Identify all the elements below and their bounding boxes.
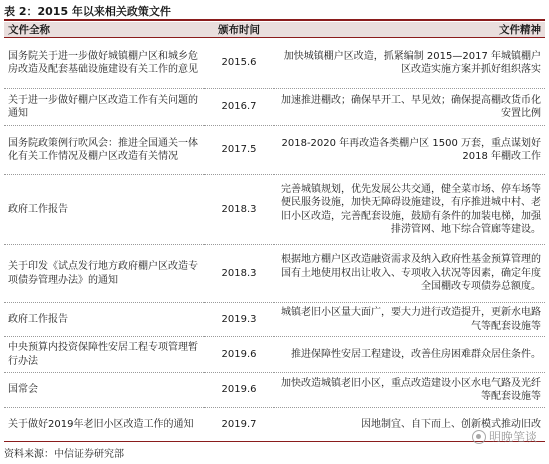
table-header-row: [4, 22, 545, 38]
doc-name-cell: 政府工作报告: [4, 175, 204, 245]
doc-name-cell: 关于印发《试点发行地方政府棚户区改造专项债券管理办法》的通知: [4, 245, 204, 303]
doc-name-cell: 政府工作报告: [4, 303, 204, 337]
issue-date-cell: 2018.3: [204, 175, 274, 245]
doc-name-cell: 国常会: [4, 373, 204, 408]
doc-spirit-cell: 推进保障性安居工程建设，改善住房困难群众居住条件。: [274, 337, 545, 373]
doc-spirit-cell: 根据地方棚户区改造融资需求及纳入政府性基金预算管理的国有土地使用权出让收入、专项收入状况等因素，确定年度全国棚改专项债券总额度。: [274, 245, 545, 303]
table-row: [4, 38, 545, 89]
watermark: [472, 428, 537, 445]
table-row: [4, 337, 545, 373]
table-row: [4, 303, 545, 337]
source-note: 资料来源：中信证券研究部: [4, 449, 124, 460]
table-row: [4, 89, 545, 126]
doc-name-cell: 国务院关于进一步做好城镇棚户区和城乡危房改造及配套基础设施建设有关工作的意见: [4, 38, 204, 89]
table-row: [4, 373, 545, 408]
doc-spirit-cell: 因地制宜、自下而上、创新模式推动旧改: [361, 418, 541, 430]
top-rule: [4, 19, 545, 21]
doc-spirit-cell: 完善城镇规划，优先发展公共交通，健全菜市场、停车场等便民服务设施，加快无障碍设施建设，有序推进城中村、老旧小区改造，完善配套设施，鼓励有条件的加装电梯，加强排涝管网、地下综合管廊等建设。: [274, 175, 545, 245]
bottom-rule: [4, 441, 545, 442]
issue-date-cell: 2016.7: [204, 89, 274, 126]
issue-date-cell: 2017.5: [204, 126, 274, 175]
wechat-logo-icon: [472, 430, 486, 444]
doc-spirit-cell: 加快改造城镇老旧小区，重点改造建设小区水电气路及光纤等配套设施等: [274, 373, 545, 408]
issue-date-cell: 2019.6: [204, 373, 274, 408]
table-row: [4, 126, 545, 175]
header-issue-date: 颁布时间: [204, 22, 274, 38]
doc-name-cell: 国务院政策例行吹风会：推进全国通关一体化有关工作情况及棚户区改造有关情况: [4, 126, 204, 175]
header-doc-spirit: 文件精神: [274, 22, 545, 38]
table-row: [4, 408, 545, 441]
policy-table: [4, 22, 545, 441]
table-caption: 表 2：2015 年以来相关政策文件: [4, 5, 171, 18]
issue-date-cell: 2019.7: [221, 418, 257, 430]
issue-date-cell: 2019.3: [204, 303, 274, 337]
doc-spirit-cell: 加快城镇棚户区改造，抓紧编制 2015—2017 年城镇棚户区改造实施方案并抓好组织落实: [274, 38, 545, 89]
issue-date-cell: 2018.3: [204, 245, 274, 303]
table-row: [4, 245, 545, 303]
doc-spirit-cell: 城镇老旧小区量大面广，要大力进行改造提升，更新水电路气等配套设施等: [274, 303, 545, 337]
doc-name-cell: 中央预算内投资保障性安居工程专项管理暂行办法: [4, 337, 204, 373]
issue-date-cell: 2019.6: [204, 337, 274, 373]
watermark-text: 明晚笔谈: [488, 430, 537, 444]
doc-name-cell: 关于做好2019年老旧小区改造工作的通知: [8, 418, 194, 430]
doc-spirit-cell: 加速推进棚改；确保早开工、早见效；确保提高棚改货币化安置比例: [274, 89, 545, 126]
issue-date-cell: 2015.6: [204, 38, 274, 89]
doc-name-cell: 关于进一步做好棚户区改造工作有关问题的通知: [4, 89, 204, 126]
doc-spirit-cell: 2018-2020 年再改造各类棚户区 1500 万套，重点谋划好 2018 年棚改工作: [274, 126, 545, 175]
table-row: [4, 175, 545, 245]
header-doc-name: 文件全称: [4, 22, 204, 38]
